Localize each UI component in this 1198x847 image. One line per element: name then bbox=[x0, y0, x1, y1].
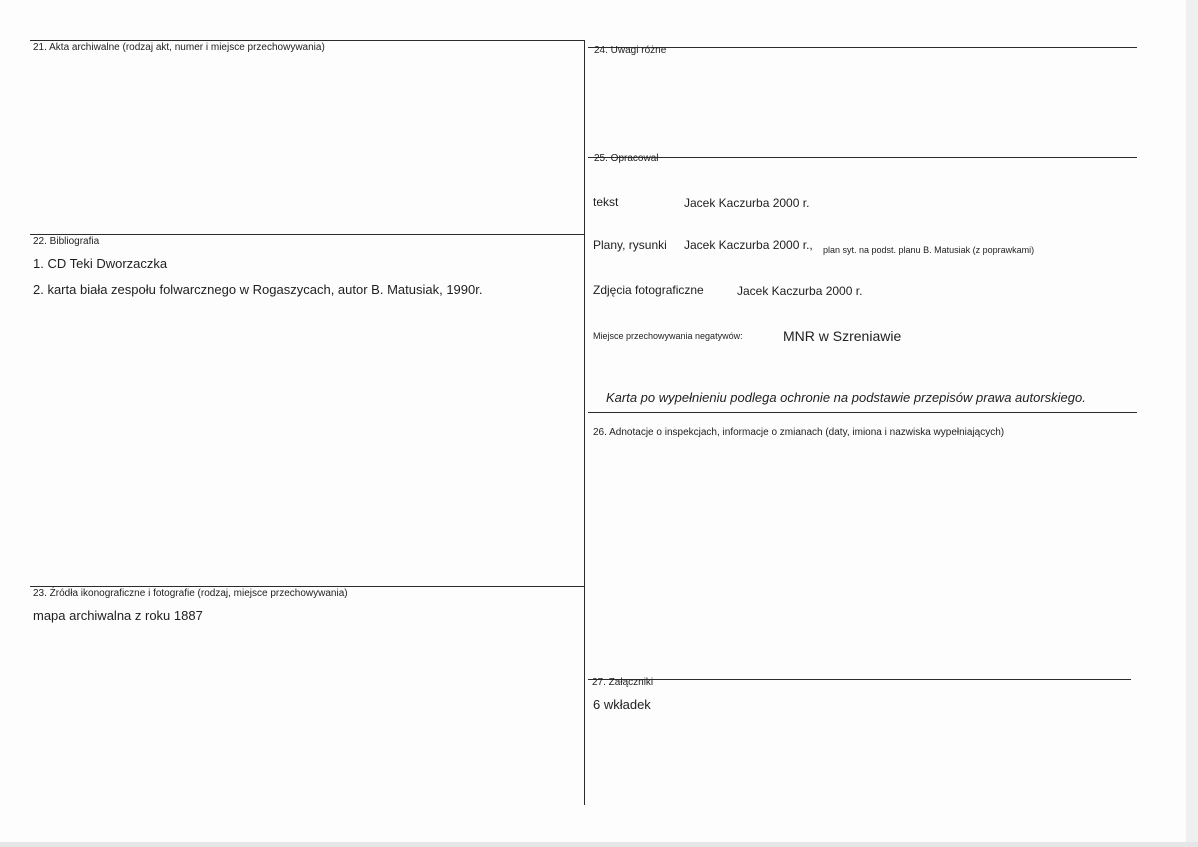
section-24-label: 24. Uwagi różne bbox=[594, 45, 667, 56]
section-22-label: 22. Bibliografia bbox=[33, 236, 100, 247]
column-divider bbox=[584, 40, 585, 805]
divider-section-26 bbox=[588, 412, 1137, 413]
divider-section-23 bbox=[30, 586, 585, 587]
section-26-label: 26. Adnotacje o inspekcjach, informacje o zmianach (daty, imiona i nazwiska wypełniających) bbox=[593, 427, 1005, 438]
bibliography-item-1: 1. CD Teki Dworzaczka bbox=[33, 256, 168, 271]
scan-edge-right bbox=[1186, 0, 1198, 847]
plany-note: plan syt. na podst. planu B. Matusiak (z poprawkami) bbox=[823, 245, 1035, 255]
plany-label: Plany, rysunki bbox=[593, 238, 667, 252]
section-27-label: 27. Załączniki bbox=[592, 677, 654, 688]
plany-value: Jacek Kaczurba 2000 r., bbox=[684, 238, 813, 252]
section-21-label: 21. Akta archiwalne (rodzaj akt, numer i miejsce przechowywania) bbox=[33, 42, 325, 53]
divider-section-22 bbox=[30, 234, 585, 235]
zdjecia-value: Jacek Kaczurba 2000 r. bbox=[737, 284, 863, 298]
negatywy-value: MNR w Szreniawie bbox=[783, 328, 902, 344]
section-25-label: 25. Opracował bbox=[594, 153, 659, 164]
negatywy-label: Miejsce przechowywania negatywów: bbox=[593, 331, 743, 341]
tekst-value: Jacek Kaczurba 2000 r. bbox=[684, 196, 810, 210]
attachments-value: 6 wkładek bbox=[593, 697, 651, 712]
section-23-label: 23. Źródła ikonograficzne i fotografie (rodzaj, miejsce przechowywania) bbox=[33, 588, 348, 599]
iconographic-sources-value: mapa archiwalna z roku 1887 bbox=[33, 608, 203, 623]
scan-edge-bottom bbox=[0, 842, 1198, 847]
divider-section-25 bbox=[588, 157, 1137, 158]
zdjecia-label: Zdjęcia fotograficzne bbox=[593, 283, 704, 297]
divider-section-21 bbox=[30, 40, 585, 41]
copyright-notice: Karta po wypełnieniu podlega ochronie na podstawie przepisów prawa autorskiego. bbox=[606, 390, 1086, 405]
bibliography-item-2: 2. karta biała zespołu folwarcznego w Rogaszycach, autor B. Matusiak, 1990r. bbox=[33, 282, 483, 297]
divider-section-24 bbox=[588, 47, 1137, 48]
tekst-label: tekst bbox=[593, 195, 619, 209]
divider-section-27 bbox=[588, 679, 1131, 680]
